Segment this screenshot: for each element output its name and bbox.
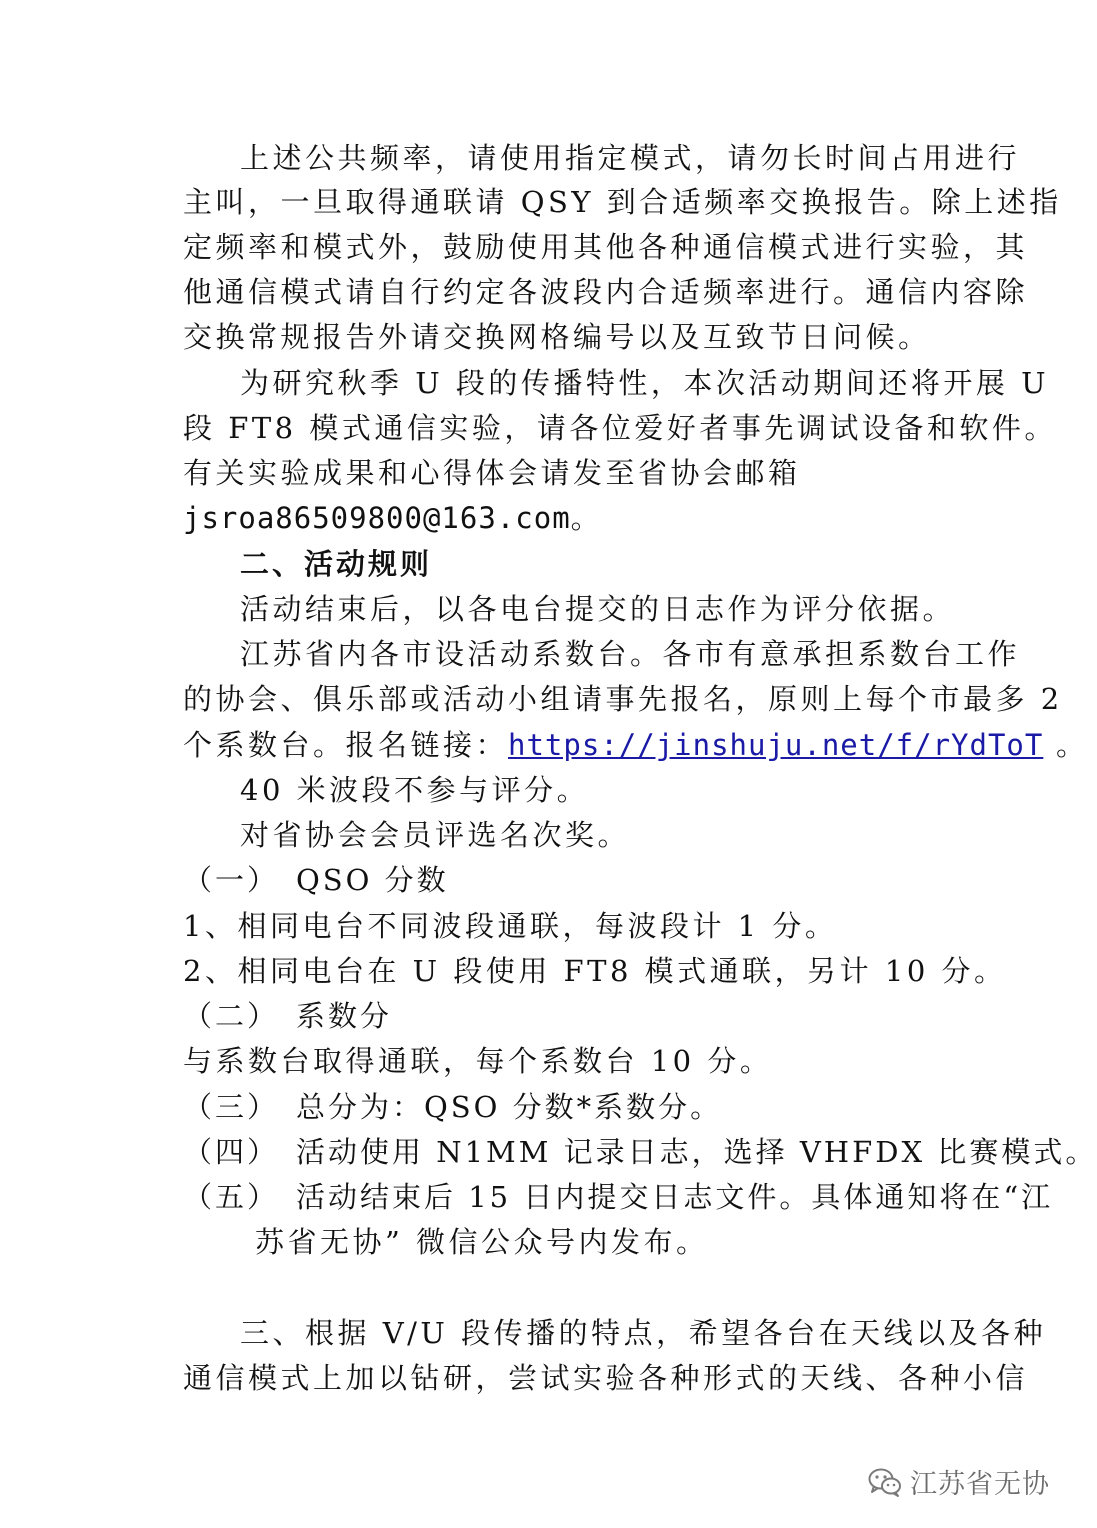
item-text: 活动使用 N1MM 记录日志，选择 VHFDX 比赛模式。	[296, 1135, 1097, 1169]
item-label: （三）	[183, 1090, 280, 1124]
paragraph-line: 上述公共频率，请使用指定模式，请勿长时间占用进行	[240, 141, 1021, 175]
item-label: （五）	[183, 1180, 280, 1214]
paragraph-line: 定频率和模式外，鼓励使用其他各种通信模式进行实验，其	[183, 230, 1029, 264]
paragraph-line: 段 FT8 模式通信实验，请各位爱好者事先调试设备和软件。	[183, 411, 1057, 445]
item-label: （二）	[183, 999, 280, 1033]
item-label: （一）	[183, 863, 280, 897]
paragraph-line: 交换常规报告外请交换网格编号以及互致节日问候。	[183, 320, 931, 354]
item-sub-line: 与系数台取得通联，每个系数台 10 分。	[183, 1044, 773, 1078]
signup-prefix: 个系数台。报名链接：	[183, 728, 509, 762]
rule-line: 活动结束后，以各电台提交的日志作为评分依据。	[240, 592, 956, 626]
rule-line: 40 米波段不参与评分。	[240, 773, 590, 807]
email-address: jsroa86509800@163.com	[183, 501, 571, 535]
wechat-icon	[868, 1467, 902, 1497]
section3-line: 三、根据 V/U 段传播的特点，希望各台在天线以及各种	[240, 1316, 1047, 1350]
section3-line: 通信模式上加以钻研，尝试实验各种形式的天线、各种小信	[183, 1361, 1029, 1395]
watermark-text: 江苏省无协	[910, 1469, 1050, 1500]
rule-line: 的协会、俱乐部或活动小组请事先报名，原则上每个市最多 2	[183, 682, 1063, 716]
paragraph-line: 他通信模式请自行约定各波段内合适频率进行。通信内容除	[183, 275, 1029, 309]
signup-link[interactable]: https://jinshuju.net/f/rYdToT	[508, 728, 1044, 762]
item-text: 总分为：QSO 分数*系数分。	[296, 1090, 723, 1124]
signup-line	[183, 726, 1089, 764]
item-sub-line: 2、相同电台在 U 段使用 FT8 模式通联，另计 10 分。	[183, 954, 1007, 988]
wechat-watermark	[868, 1462, 1050, 1501]
signup-suffix: 。	[1043, 728, 1089, 762]
rule-line: 江苏省内各市设活动系数台。各市有意承担系数台工作	[240, 637, 1021, 671]
item-text: 系数分	[296, 999, 393, 1033]
paragraph-line: 为研究秋季 U 段的传播特性，本次活动期间还将开展 U	[240, 366, 1050, 400]
item-text: QSO 分数	[296, 863, 449, 897]
email-suffix: 。	[570, 501, 604, 535]
item-sub-line: 1、相同电台不同波段通联，每波段计 1 分。	[183, 909, 838, 943]
item-text: 活动结束后 15 日内提交日志文件。具体通知将在“江	[296, 1180, 1054, 1214]
item-cont-line: 苏省无协” 微信公众号内发布。	[255, 1225, 709, 1259]
item-label: （四）	[183, 1135, 280, 1169]
section-heading: 二、活动规则	[240, 547, 433, 581]
email-line	[183, 499, 603, 537]
rule-line: 对省协会会员评选名次奖。	[240, 818, 631, 852]
paragraph-line: 主叫，一旦取得通联请 QSY 到合适频率交换报告。除上述指	[183, 185, 1062, 219]
paragraph-line: 有关实验成果和心得体会请发至省协会邮箱	[183, 456, 801, 490]
